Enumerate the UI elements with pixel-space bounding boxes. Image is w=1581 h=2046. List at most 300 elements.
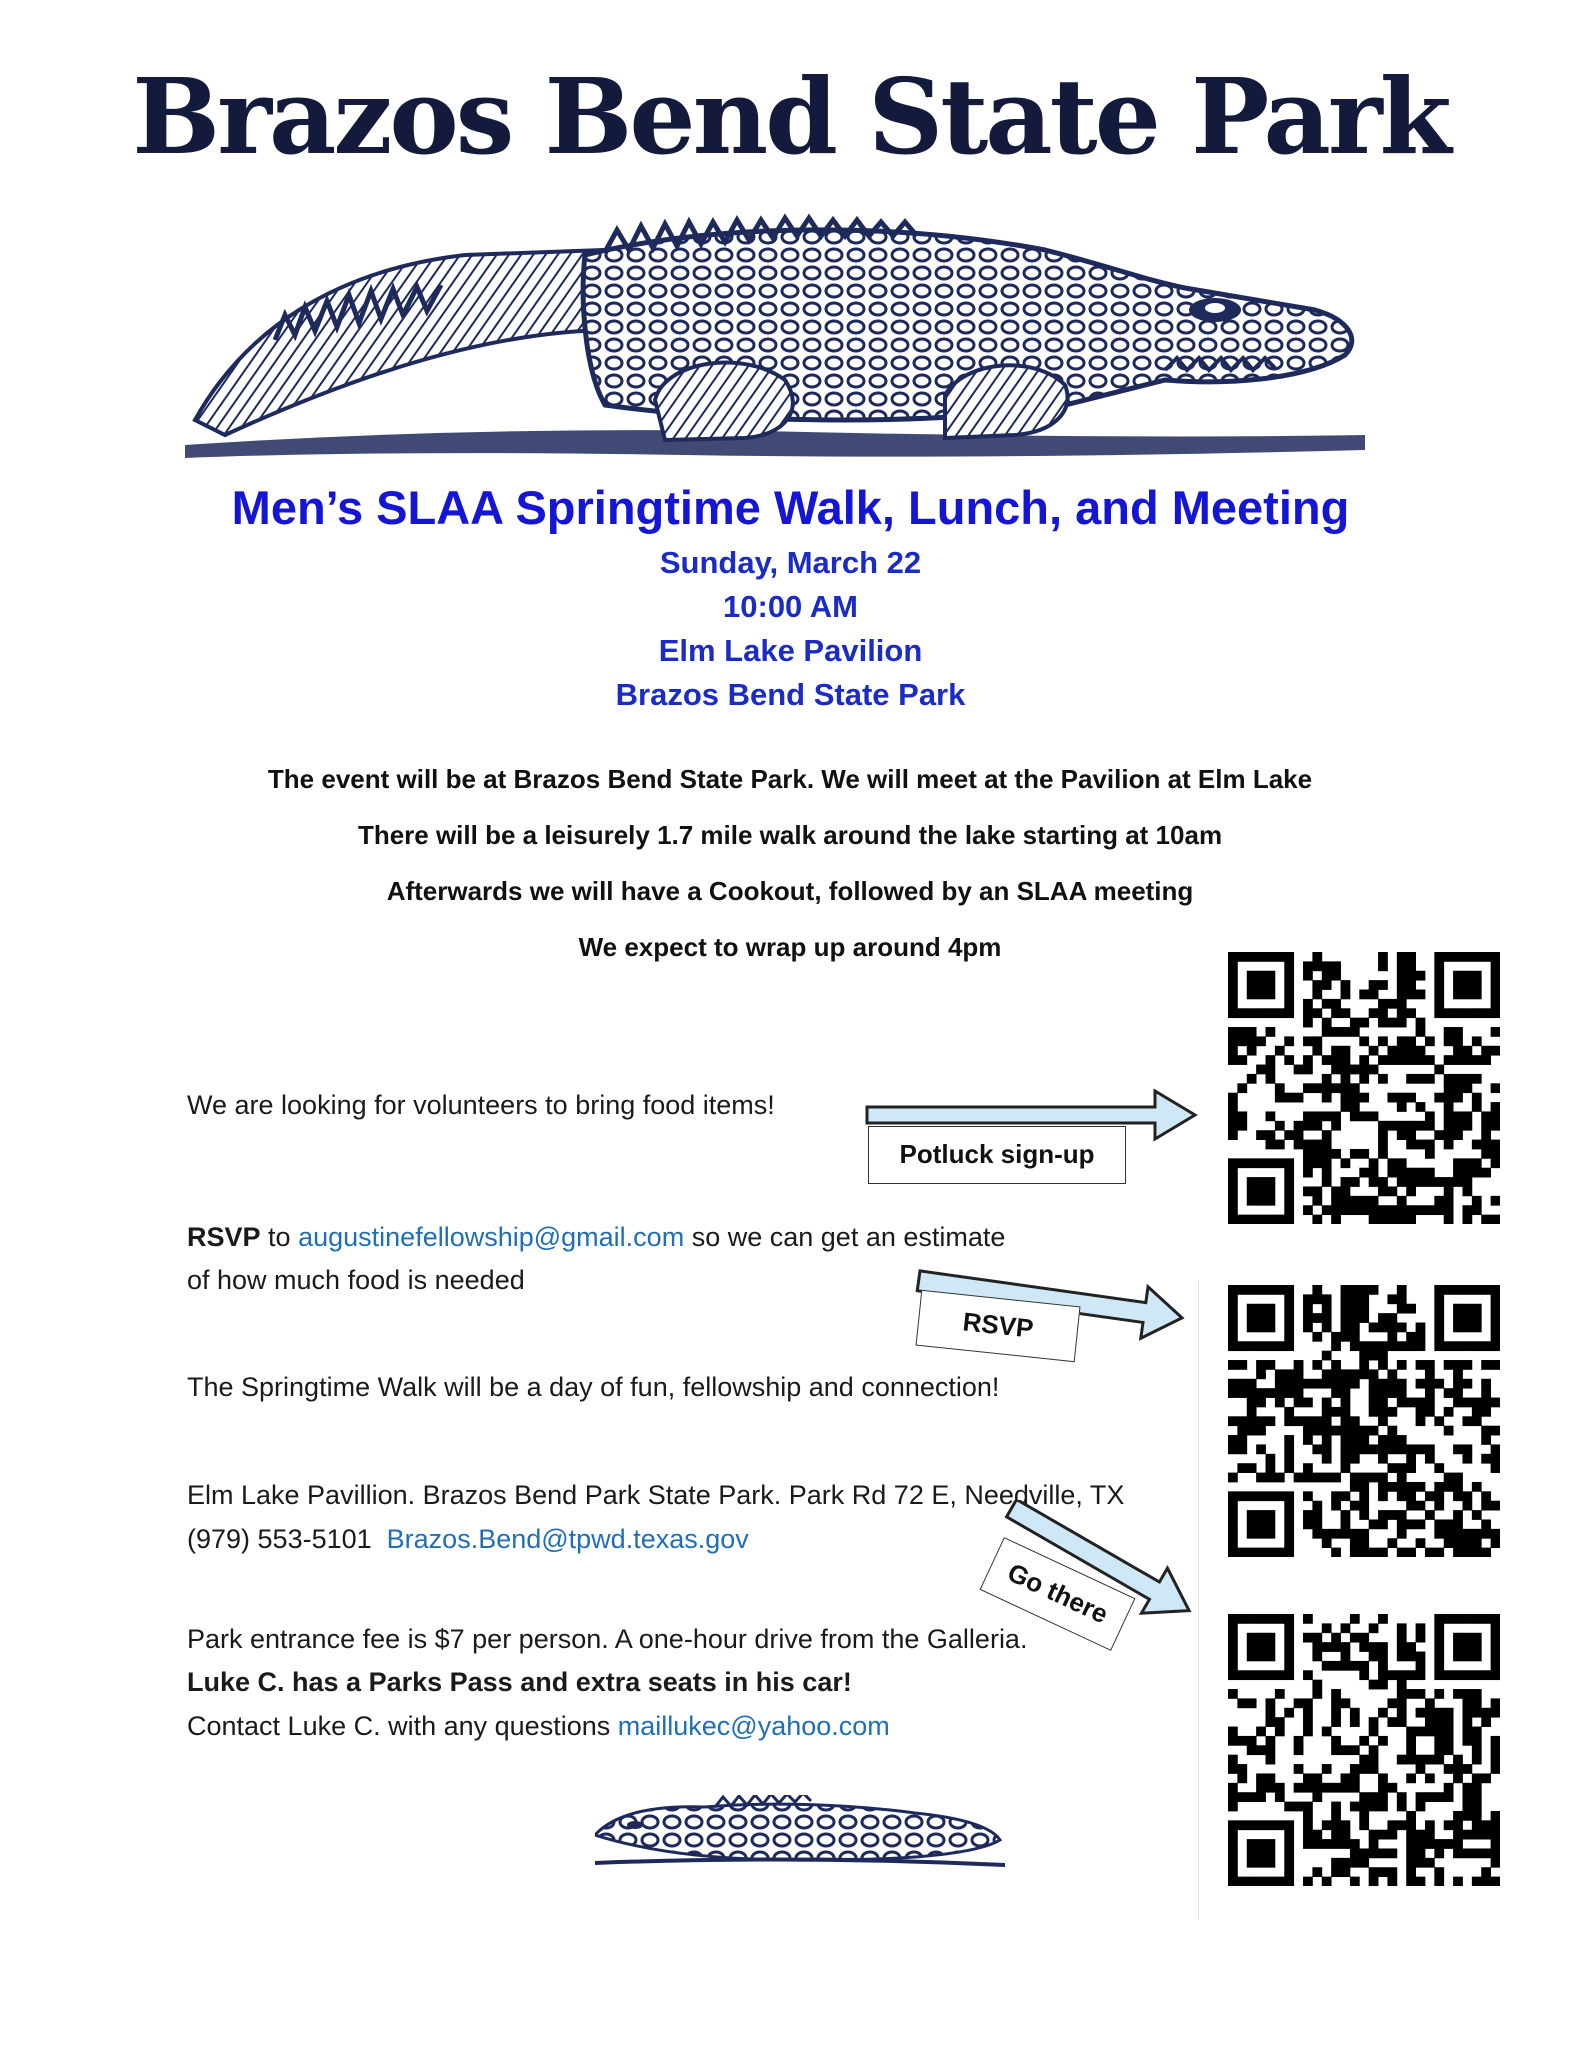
qr-module xyxy=(1247,1820,1257,1830)
qr-module xyxy=(1462,1802,1472,1812)
qr-module xyxy=(1303,1783,1313,1793)
qr-module xyxy=(1406,1304,1416,1314)
qr-module xyxy=(1425,1858,1435,1868)
qr-module xyxy=(1275,1121,1285,1131)
qr-module xyxy=(1228,1783,1238,1793)
qr-module xyxy=(1416,1168,1426,1178)
qr-module xyxy=(1322,1379,1332,1389)
qr-module xyxy=(1472,1755,1482,1765)
qr-module xyxy=(1237,1285,1247,1295)
qr-module xyxy=(1303,1491,1313,1501)
qr-module xyxy=(1434,1642,1444,1652)
qr-module xyxy=(1228,1792,1238,1802)
qr-module xyxy=(1228,1652,1238,1662)
qr-module xyxy=(1322,1764,1332,1774)
qr-module xyxy=(1397,1215,1407,1224)
qr-module xyxy=(1462,1158,1472,1168)
qr-module xyxy=(1284,1093,1294,1103)
qr-module xyxy=(1228,1102,1238,1112)
qr-module xyxy=(1284,1633,1294,1643)
qr-module xyxy=(1341,1379,1351,1389)
qr-module xyxy=(1341,1294,1351,1304)
qr-module xyxy=(1237,1614,1247,1624)
qr-module xyxy=(1312,952,1322,962)
small-alligator-illustration xyxy=(595,1795,1005,1870)
qr-module xyxy=(1491,1360,1500,1370)
qr-module xyxy=(1481,1149,1491,1159)
qr-module xyxy=(1378,1186,1388,1196)
qr-module xyxy=(1406,1830,1416,1840)
qr-module xyxy=(1359,1633,1369,1643)
qr-module xyxy=(1387,1830,1397,1840)
qr-module xyxy=(1284,1323,1294,1333)
qr-module xyxy=(1341,1205,1351,1215)
qr-module xyxy=(1425,1055,1435,1065)
qr-module xyxy=(1275,1158,1285,1168)
qr-module xyxy=(1266,1304,1276,1314)
qr-module xyxy=(1284,1463,1294,1473)
qr-module xyxy=(1312,1529,1322,1539)
qr-module xyxy=(1453,1379,1463,1389)
qr-module xyxy=(1341,1416,1351,1426)
qr-module xyxy=(1416,1444,1426,1454)
qr-module xyxy=(1284,1416,1294,1426)
qr-module xyxy=(1397,1036,1407,1046)
qr-module xyxy=(1491,1538,1500,1548)
qr-module xyxy=(1341,1698,1351,1708)
summary-line: We expect to wrap up around 4pm xyxy=(578,932,1002,962)
contact-luke-email-link[interactable]: maillukec@yahoo.com xyxy=(617,1711,890,1741)
qr-module xyxy=(1425,1205,1435,1215)
qr-module xyxy=(1303,961,1313,971)
qr-module xyxy=(1284,1510,1294,1520)
qr-module xyxy=(1228,1755,1238,1765)
qr-module xyxy=(1256,1196,1266,1206)
qr-module xyxy=(1294,1121,1304,1131)
qr-module xyxy=(1453,971,1463,981)
qr-module xyxy=(1387,1867,1397,1877)
qr-module xyxy=(1322,1294,1332,1304)
qr-module xyxy=(1284,961,1294,971)
qr-module xyxy=(1416,1839,1426,1849)
qr-module xyxy=(1284,1196,1294,1206)
qr-module xyxy=(1444,1055,1454,1065)
qr-module xyxy=(1322,1877,1332,1886)
qr-module xyxy=(1481,1360,1491,1370)
qr-module xyxy=(1284,999,1294,1009)
rsvp-label: RSVP xyxy=(187,1222,261,1252)
qr-module xyxy=(1387,1670,1397,1680)
qr-module xyxy=(1444,1764,1454,1774)
qr-module xyxy=(1303,1018,1313,1028)
qr-module xyxy=(1453,1510,1463,1520)
qr-module xyxy=(1378,1215,1388,1224)
qr-module xyxy=(1266,1140,1276,1150)
qr-module xyxy=(1228,1111,1238,1121)
qr-module xyxy=(1369,1745,1379,1755)
qr-module xyxy=(1453,1848,1463,1858)
qr-module xyxy=(1331,1065,1341,1075)
qr-module xyxy=(1453,1083,1463,1093)
qr-module xyxy=(1397,1642,1407,1652)
qr-module xyxy=(1303,1008,1313,1018)
qr-module xyxy=(1284,1379,1294,1389)
qr-module xyxy=(1303,999,1313,1009)
qr-module xyxy=(1247,1341,1257,1351)
qr-module xyxy=(1266,1158,1276,1168)
qr-module xyxy=(1491,952,1500,962)
qr-module xyxy=(1481,1501,1491,1511)
qr-module xyxy=(1294,1783,1304,1793)
qr-module xyxy=(1322,1093,1332,1103)
qr-module xyxy=(1359,1764,1369,1774)
qr-module xyxy=(1228,1848,1238,1858)
qr-module xyxy=(1434,1755,1444,1765)
qr-module xyxy=(1369,1519,1379,1529)
qr-module xyxy=(1228,1501,1238,1511)
qr-module xyxy=(1322,999,1332,1009)
qr-module xyxy=(1350,1369,1360,1379)
qr-module xyxy=(1416,1027,1426,1037)
qr-module xyxy=(1341,1463,1351,1473)
qr-module xyxy=(1266,1313,1276,1323)
qr-module xyxy=(1284,1652,1294,1662)
qr-module xyxy=(1416,1623,1426,1633)
qr-module xyxy=(1416,1102,1426,1112)
qr-module xyxy=(1256,1848,1266,1858)
qr-module xyxy=(1228,1510,1238,1520)
qr-module xyxy=(1397,1473,1407,1483)
qr-module xyxy=(1350,1764,1360,1774)
qr-module xyxy=(1416,1689,1426,1699)
qr-module xyxy=(1341,1102,1351,1112)
qr-module xyxy=(1434,1652,1444,1662)
qr-module xyxy=(1406,1736,1416,1746)
qr-module xyxy=(1481,1055,1491,1065)
qr-module xyxy=(1322,1140,1332,1150)
qr-module xyxy=(1425,1792,1435,1802)
qr-module xyxy=(1425,1773,1435,1783)
rsvp-email-link[interactable]: augustinefellowship@gmail.com xyxy=(298,1222,685,1252)
qr-module xyxy=(1444,1036,1454,1046)
qr-module xyxy=(1453,990,1463,1000)
qr-module xyxy=(1416,1802,1426,1812)
qr-module xyxy=(1350,1205,1360,1215)
qr-module xyxy=(1387,1407,1397,1417)
qr-module xyxy=(1387,1055,1397,1065)
qr-module xyxy=(1434,1727,1444,1737)
qr-module xyxy=(1303,1773,1313,1783)
qr-module xyxy=(1491,980,1500,990)
qr-module xyxy=(1406,1074,1416,1084)
qr-module xyxy=(1406,1820,1416,1830)
qr-module xyxy=(1425,1177,1435,1187)
qr-module xyxy=(1266,1783,1276,1793)
qr-module xyxy=(1387,1323,1397,1333)
qr-module xyxy=(1322,1205,1332,1215)
qr-module xyxy=(1228,1055,1238,1065)
qr-module xyxy=(1312,1416,1322,1426)
qr-module xyxy=(1397,1652,1407,1662)
qr-module xyxy=(1266,1454,1276,1464)
summary-line: There will be a leisurely 1.7 mile walk around the lake starting at 10am xyxy=(357,820,1223,850)
qr-module xyxy=(1247,1858,1257,1868)
qr-module xyxy=(1416,1046,1426,1056)
qr-module xyxy=(1359,1661,1369,1671)
qr-module xyxy=(1406,1642,1416,1652)
qr-module xyxy=(1275,1083,1285,1093)
qr-module xyxy=(1228,971,1238,981)
qr-module xyxy=(1406,1745,1416,1755)
qr-module xyxy=(1453,1027,1463,1037)
qr-module xyxy=(1453,1398,1463,1408)
qr-module xyxy=(1312,1046,1322,1056)
qr-module xyxy=(1247,1529,1257,1539)
qr-module xyxy=(1434,1313,1444,1323)
qr-module xyxy=(1369,1046,1379,1056)
qr-module xyxy=(1275,1046,1285,1056)
qr-module xyxy=(1472,1036,1482,1046)
qr-module xyxy=(1331,1196,1341,1206)
qr-module xyxy=(1425,1388,1435,1398)
qr-module xyxy=(1359,1538,1369,1548)
qr-module xyxy=(1312,961,1322,971)
qr-module xyxy=(1350,1444,1360,1454)
qr-module xyxy=(1462,1111,1472,1121)
qr-module xyxy=(1425,1111,1435,1121)
qr-module xyxy=(1416,1652,1426,1662)
qr-module xyxy=(1341,980,1351,990)
qr-module xyxy=(1425,1444,1435,1454)
qr-module xyxy=(1228,999,1238,1009)
qr-module xyxy=(1275,1341,1285,1351)
qr-module xyxy=(1359,1341,1369,1351)
qr-module xyxy=(1266,1323,1276,1333)
qr-module xyxy=(1341,1388,1351,1398)
qr-module xyxy=(1284,1614,1294,1624)
qr-module xyxy=(1247,1642,1257,1652)
qr-module xyxy=(1228,1388,1238,1398)
qr-module xyxy=(1481,1717,1491,1727)
qr-module xyxy=(1247,1548,1257,1557)
qr-module xyxy=(1387,1426,1397,1436)
qr-module xyxy=(1434,1491,1444,1501)
qr-module xyxy=(1472,1140,1482,1150)
qr-module xyxy=(1425,1149,1435,1159)
qr-module xyxy=(1481,1529,1491,1539)
qr-module xyxy=(1228,1670,1238,1680)
qr-module xyxy=(1284,1294,1294,1304)
qr-module xyxy=(1294,1745,1304,1755)
qr-module xyxy=(1266,971,1276,981)
qr-module xyxy=(1359,1848,1369,1858)
qr-module xyxy=(1434,1689,1444,1699)
qr-module xyxy=(1341,1820,1351,1830)
qr-module xyxy=(1266,1708,1276,1718)
qr-module xyxy=(1481,1614,1491,1624)
qr-module xyxy=(1406,1130,1416,1140)
qr-module xyxy=(1294,1388,1304,1398)
qr-module xyxy=(1472,1304,1482,1314)
qr-module xyxy=(1237,1158,1247,1168)
qr-module xyxy=(1453,1811,1463,1821)
qr-module xyxy=(1247,1186,1257,1196)
qr-module xyxy=(1369,1839,1379,1849)
qr-module xyxy=(1481,1130,1491,1140)
qr-module xyxy=(1256,1783,1266,1793)
qr-module xyxy=(1491,971,1500,981)
qr-module xyxy=(1378,1130,1388,1140)
qr-module xyxy=(1303,1435,1313,1445)
qr-module xyxy=(1491,1652,1500,1662)
qr-module xyxy=(1369,1802,1379,1812)
qr-module xyxy=(1397,1792,1407,1802)
qr-module xyxy=(1397,1341,1407,1351)
park-email-link[interactable]: Brazos.Bend@tpwd.texas.gov xyxy=(386,1524,749,1554)
qr-module xyxy=(1416,971,1426,981)
qr-module xyxy=(1303,1379,1313,1389)
qr-module xyxy=(1406,1501,1416,1511)
qr-module xyxy=(1481,1435,1491,1445)
qr-module xyxy=(1406,1341,1416,1351)
qr-module xyxy=(1350,1877,1360,1886)
qr-module xyxy=(1406,971,1416,981)
qr-module xyxy=(1472,1482,1482,1492)
qr-module xyxy=(1416,1407,1426,1417)
qr-module xyxy=(1228,1008,1238,1018)
qr-module xyxy=(1228,1121,1238,1131)
qr-module xyxy=(1266,1111,1276,1121)
qr-module xyxy=(1303,1083,1313,1093)
qr-module xyxy=(1472,1158,1482,1168)
qr-module xyxy=(1387,1463,1397,1473)
qr-module xyxy=(1491,1670,1500,1680)
qr-module xyxy=(1237,1820,1247,1830)
qr-module xyxy=(1331,1491,1341,1501)
qr-module xyxy=(1294,1802,1304,1812)
qr-module xyxy=(1434,1839,1444,1849)
qr-module xyxy=(1228,1416,1238,1426)
qr-module xyxy=(1491,1642,1500,1652)
qr-module xyxy=(1406,1839,1416,1849)
event-title: Men’s SLAA Springtime Walk, Lunch, and Meeting xyxy=(231,481,1350,534)
qr-module xyxy=(1416,1727,1426,1737)
qr-module xyxy=(1462,1304,1472,1314)
qr-module xyxy=(1275,1877,1285,1886)
qr-module xyxy=(1481,1830,1491,1840)
qr-module xyxy=(1256,1642,1266,1652)
qr-module xyxy=(1387,1205,1397,1215)
qr-module xyxy=(1247,1792,1257,1802)
qr-module xyxy=(1312,1186,1322,1196)
qr-module xyxy=(1416,1482,1426,1492)
qr-module xyxy=(1247,971,1257,981)
qr-module xyxy=(1350,1839,1360,1849)
qr-module xyxy=(1397,1055,1407,1065)
qr-module xyxy=(1331,1839,1341,1849)
qr-module xyxy=(1472,990,1482,1000)
qr-module xyxy=(1416,1858,1426,1868)
qr-module xyxy=(1350,1717,1360,1727)
qr-module xyxy=(1378,1121,1388,1131)
qr-module xyxy=(1256,1313,1266,1323)
qr-module xyxy=(1387,1379,1397,1389)
go-there-qr-code[interactable] xyxy=(1228,1614,1500,1886)
qr-module xyxy=(1303,1313,1313,1323)
qr-module xyxy=(1303,1877,1313,1886)
qr-module xyxy=(1341,1642,1351,1652)
qr-module xyxy=(1491,961,1500,971)
qr-module xyxy=(1406,1858,1416,1868)
qr-module xyxy=(1387,999,1397,1009)
qr-module xyxy=(1369,1369,1379,1379)
qr-module xyxy=(1312,1444,1322,1454)
potluck-qr-code[interactable] xyxy=(1228,952,1500,1224)
qr-module xyxy=(1491,1454,1500,1464)
qr-module xyxy=(1434,1877,1444,1886)
qr-module xyxy=(1397,961,1407,971)
qr-module xyxy=(1369,1444,1379,1454)
qr-module xyxy=(1462,1177,1472,1187)
qr-module xyxy=(1322,1454,1332,1464)
qr-module xyxy=(1284,1848,1294,1858)
qr-module xyxy=(1491,1313,1500,1323)
qr-module xyxy=(1406,1877,1416,1886)
qr-module xyxy=(1256,1008,1266,1018)
qr-module xyxy=(1312,1036,1322,1046)
qr-module xyxy=(1397,1196,1407,1206)
qr-module xyxy=(1237,1764,1247,1774)
qr-module xyxy=(1303,1670,1313,1680)
qr-module xyxy=(1331,1736,1341,1746)
qr-module xyxy=(1228,1802,1238,1812)
qr-module xyxy=(1275,1548,1285,1557)
qr-module xyxy=(1387,1332,1397,1342)
qr-module xyxy=(1378,1642,1388,1652)
rsvp-qr-code[interactable] xyxy=(1228,1285,1500,1557)
qr-module xyxy=(1322,1435,1332,1445)
qr-module xyxy=(1312,1332,1322,1342)
qr-module xyxy=(1237,1426,1247,1436)
qr-module xyxy=(1275,952,1285,962)
qr-module xyxy=(1453,1773,1463,1783)
qr-module xyxy=(1228,1764,1238,1774)
qr-module xyxy=(1406,1482,1416,1492)
qr-module xyxy=(1462,1717,1472,1727)
qr-module xyxy=(1425,1510,1435,1520)
qr-module xyxy=(1444,952,1454,962)
qr-module xyxy=(1491,1046,1500,1056)
qr-module xyxy=(1387,1093,1397,1103)
qr-module xyxy=(1378,1398,1388,1408)
qr-module xyxy=(1369,1717,1379,1727)
qr-module xyxy=(1378,1473,1388,1483)
qr-module xyxy=(1237,1877,1247,1886)
qr-module xyxy=(1378,1792,1388,1802)
qr-module xyxy=(1444,1388,1454,1398)
address-line: Elm Lake Pavillion. Brazos Bend Park State Park. Park Rd 72 E, Needville, TX xyxy=(187,1480,1125,1510)
qr-module xyxy=(1331,1633,1341,1643)
qr-module xyxy=(1359,1313,1369,1323)
qr-module xyxy=(1359,1792,1369,1802)
qr-module xyxy=(1491,1285,1500,1295)
qr-module xyxy=(1284,1802,1294,1812)
qr-module xyxy=(1228,1623,1238,1633)
qr-module xyxy=(1266,1755,1276,1765)
qr-module xyxy=(1247,1839,1257,1849)
qr-module xyxy=(1387,1121,1397,1131)
qr-module xyxy=(1481,1398,1491,1408)
